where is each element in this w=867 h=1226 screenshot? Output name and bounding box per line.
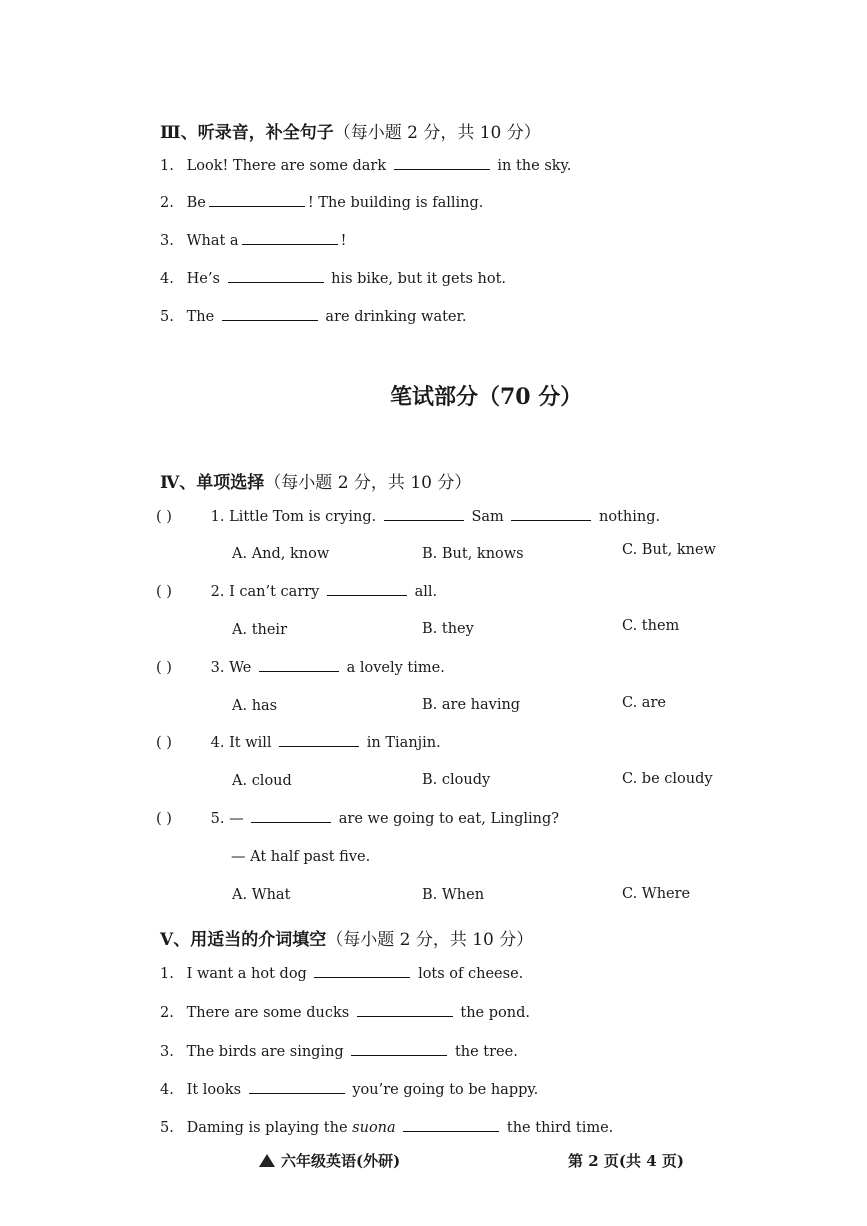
question-text: all. bbox=[414, 584, 438, 600]
item-text: ! The building is falling. bbox=[307, 195, 484, 211]
option-c[interactable]: C. them bbox=[622, 618, 680, 634]
answer-paren[interactable]: ( ) bbox=[156, 509, 172, 525]
question-text: in Tianjin. bbox=[366, 735, 441, 751]
list-item bbox=[160, 966, 523, 982]
answer-blank[interactable] bbox=[384, 519, 464, 521]
dialogue-answer: — At half past five. bbox=[231, 849, 371, 865]
option-b[interactable]: B. cloudy bbox=[422, 772, 491, 788]
item-number: 4. bbox=[160, 1082, 174, 1098]
question-row bbox=[156, 509, 660, 525]
list-item bbox=[160, 195, 483, 211]
answer-blank[interactable] bbox=[327, 594, 407, 596]
question-text: a lovely time. bbox=[346, 660, 445, 676]
option-c[interactable]: C. are bbox=[622, 695, 666, 711]
item-text: What a bbox=[186, 233, 239, 249]
item-text: The bbox=[186, 309, 215, 325]
item-text: you’re going to be happy. bbox=[352, 1082, 539, 1098]
answer-blank[interactable] bbox=[357, 1015, 453, 1017]
answer-blank[interactable] bbox=[249, 1092, 345, 1094]
section3-note: （每小题 2 分，共 10 分） bbox=[333, 123, 541, 143]
item-number: 3. bbox=[160, 233, 174, 249]
question-text: Sam bbox=[471, 509, 504, 525]
section4-heading bbox=[160, 468, 471, 493]
item-text: I want a hot dog bbox=[186, 966, 307, 982]
question-number: 5. bbox=[210, 811, 225, 827]
question-text: are we going to eat, Lingling? bbox=[338, 811, 560, 827]
answer-paren[interactable]: ( ) bbox=[156, 660, 172, 676]
question-number: 4. bbox=[210, 735, 225, 751]
option-b[interactable]: B. When bbox=[422, 887, 485, 903]
question-text: I can’t carry bbox=[229, 584, 320, 600]
section5-heading bbox=[160, 925, 533, 950]
list-item bbox=[160, 1082, 538, 1098]
answer-blank[interactable] bbox=[279, 745, 359, 747]
answer-paren[interactable]: ( ) bbox=[156, 811, 172, 827]
section5-note: （每小题 2 分，共 10 分） bbox=[326, 930, 534, 950]
footer-subject bbox=[259, 1150, 400, 1171]
triangle-logo-icon bbox=[259, 1154, 275, 1167]
answer-blank[interactable] bbox=[394, 168, 490, 170]
answer-blank[interactable] bbox=[228, 281, 324, 283]
answer-paren[interactable]: ( ) bbox=[156, 584, 172, 600]
answer-blank[interactable] bbox=[222, 319, 318, 321]
option-a[interactable]: A. What bbox=[232, 887, 291, 903]
question-row bbox=[156, 811, 559, 827]
item-text: There are some ducks bbox=[186, 1005, 350, 1021]
item-text: The birds are singing bbox=[186, 1044, 344, 1060]
option-c[interactable]: C. But, knew bbox=[622, 542, 716, 558]
section3-title: Ⅲ、听录音，补全句子 bbox=[160, 123, 334, 143]
option-c[interactable]: C. be cloudy bbox=[622, 771, 713, 787]
list-item bbox=[160, 1120, 613, 1136]
question-text: It will bbox=[229, 735, 272, 751]
item-text: lots of cheese. bbox=[418, 966, 524, 982]
item-number: 3. bbox=[160, 1044, 174, 1060]
question-number: 1. bbox=[210, 509, 225, 525]
item-number: 5. bbox=[160, 309, 174, 325]
option-b[interactable]: B. they bbox=[422, 621, 474, 637]
item-text: the pond. bbox=[460, 1005, 530, 1021]
list-item bbox=[160, 1005, 530, 1021]
section4-note: （每小题 2 分，共 10 分） bbox=[264, 473, 472, 493]
item-text: his bike, but it gets hot. bbox=[331, 271, 507, 287]
option-a[interactable]: A. And, know bbox=[232, 546, 330, 562]
list-item bbox=[160, 271, 506, 287]
option-b[interactable]: B. But, knows bbox=[422, 546, 524, 562]
list-item bbox=[160, 1044, 518, 1060]
item-number: 2. bbox=[160, 195, 174, 211]
subject-label: 六年级英语(外研) bbox=[281, 1152, 401, 1170]
answer-blank[interactable] bbox=[403, 1130, 499, 1132]
answer-blank[interactable] bbox=[511, 519, 591, 521]
item-text: the tree. bbox=[454, 1044, 518, 1060]
item-text: Be bbox=[186, 195, 206, 211]
question-text: Little Tom is crying. bbox=[229, 509, 377, 525]
option-b[interactable]: B. are having bbox=[422, 697, 521, 713]
list-item bbox=[160, 233, 346, 249]
answer-paren[interactable]: ( ) bbox=[156, 735, 172, 751]
item-text: are drinking water. bbox=[325, 309, 467, 325]
answer-blank[interactable] bbox=[314, 976, 410, 978]
option-a[interactable]: A. their bbox=[232, 622, 288, 638]
question-row bbox=[156, 735, 441, 751]
section3-heading bbox=[160, 118, 541, 143]
option-c[interactable]: C. Where bbox=[622, 886, 691, 902]
question-row bbox=[156, 660, 445, 676]
item-number: 1. bbox=[160, 158, 174, 174]
question-text: — bbox=[229, 811, 244, 827]
question-number: 2. bbox=[210, 584, 225, 600]
item-text: ! bbox=[340, 233, 347, 249]
option-a[interactable]: A. cloud bbox=[232, 773, 292, 789]
written-part-title: 笔试部分（70 分） bbox=[390, 384, 583, 410]
list-item bbox=[160, 158, 571, 174]
answer-blank[interactable] bbox=[259, 670, 339, 672]
answer-blank[interactable] bbox=[251, 821, 331, 823]
option-a[interactable]: A. has bbox=[232, 698, 278, 714]
item-text: in the sky. bbox=[497, 158, 572, 174]
answer-blank[interactable] bbox=[242, 243, 338, 245]
item-text: the third time. bbox=[506, 1120, 614, 1136]
section5-title: Ⅴ、用适当的介词填空 bbox=[160, 930, 327, 950]
item-number: 1. bbox=[160, 966, 174, 982]
question-row bbox=[156, 584, 437, 600]
item-text: He’s bbox=[186, 271, 220, 287]
item-number: 5. bbox=[160, 1120, 174, 1136]
page-number: 第 2 页(共 4 页) bbox=[568, 1152, 684, 1170]
item-text-italic: suona bbox=[352, 1120, 396, 1136]
question-text: We bbox=[229, 660, 252, 676]
question-text: nothing. bbox=[599, 509, 661, 525]
item-text: Look! There are some dark bbox=[186, 158, 387, 174]
list-item bbox=[160, 309, 466, 325]
item-number: 4. bbox=[160, 271, 174, 287]
section4-title: Ⅳ、单项选择 bbox=[160, 473, 265, 493]
item-number: 2. bbox=[160, 1005, 174, 1021]
item-text: It looks bbox=[186, 1082, 242, 1098]
item-text: Daming is playing the bbox=[186, 1120, 348, 1136]
answer-blank[interactable] bbox=[209, 205, 305, 207]
answer-blank[interactable] bbox=[351, 1054, 447, 1056]
question-number: 3. bbox=[210, 660, 225, 676]
